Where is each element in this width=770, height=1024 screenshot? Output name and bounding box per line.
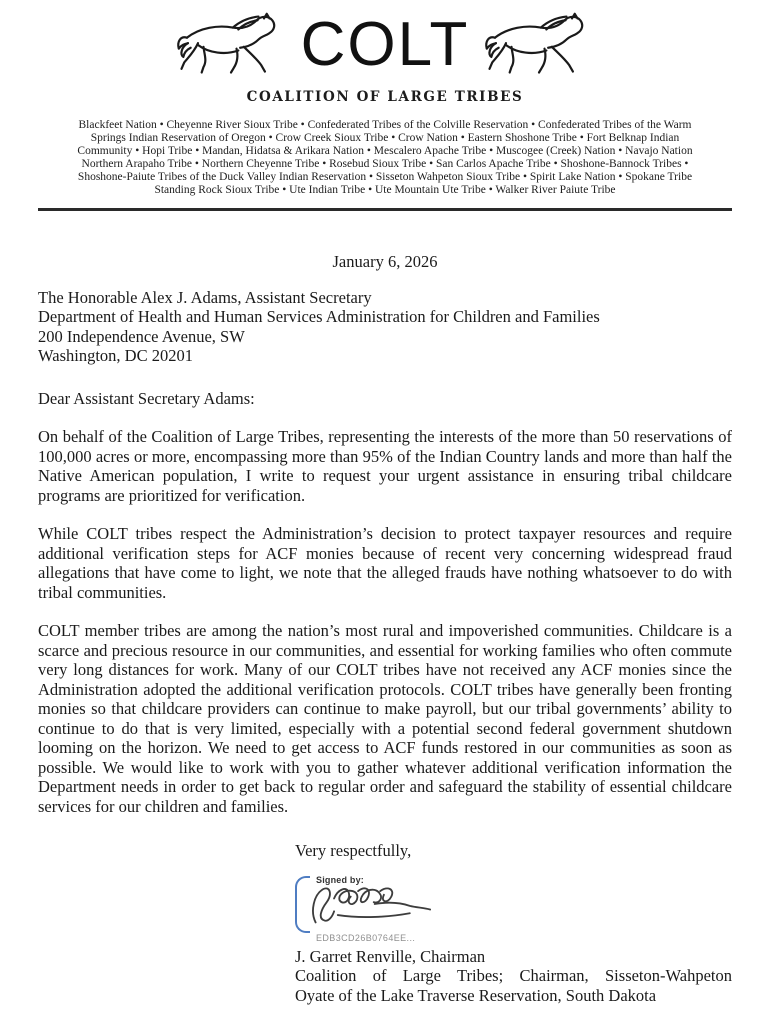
member-tribes-line: Northern Arapaho Tribe • Northern Cheyenne Tribe • Rosebud Sioux Tribe • San Carlos Apache Tribe • Shoshone-Bannock Tribes • [81, 158, 689, 170]
member-tribes-line: Standing Rock Sioux Tribe • Ute Indian Tribe • Ute Mountain Ute Tribe • Walker River Paiute Tribe [154, 184, 616, 196]
closing-block [295, 841, 732, 1005]
org-name: COALITION OF LARGE TRIBES [246, 89, 524, 105]
recipient-address [38, 288, 732, 366]
member-tribes-line: Community • Hopi Tribe • Mandan, Hidatsa & Arikara Nation • Mescalero Apache Tribe • Muscogee (Creek) Nation • Navajo Nation [77, 145, 693, 157]
member-tribes-line: Shoshone-Paiute Tribes of the Duck Valley Indian Reservation • Sisseton Wahpeton Sioux Tribe • Spirit Lake Nation • Spokane Tribe [77, 171, 693, 183]
org-acronym: COLT [300, 10, 470, 79]
horse-logo-left-icon [175, 12, 287, 78]
member-tribes-list [40, 119, 730, 197]
recipient-line: Department of Health and Human Services Administration for Children and Families [38, 307, 600, 326]
letter-body [38, 252, 732, 1005]
member-tribes-line: Springs Indian Reservation of Oregon • Crow Creek Sioux Tribe • Crow Nation • Eastern Shoshone Tribe • Fort Belknap Indian [90, 132, 680, 144]
recipient-line: The Honorable Alex J. Adams, Assistant Secretary [38, 287, 372, 307]
signed-by-label: Signed by: [316, 874, 365, 885]
letter-date: January 6, 2026 [332, 252, 438, 271]
body-paragraph-2: While COLT tribes respect the Administration’s decision to protect taxpayer resources and require additional verification steps for ACF monies because of recent very concerning widespread fraud allegations that have come to light, we note that the alleged frauds have nothing whatsoever to do with tribal communities. [38, 524, 732, 602]
recipient-line: 200 Independence Avenue, SW [38, 326, 245, 346]
signer-title-line: Coalition of Large Tribes; Chairman, Sisseton-Wahpeton [295, 966, 732, 985]
closing-phrase: Very respectfully, [295, 841, 412, 860]
signer-title-line: Oyate of the Lake Traverse Reservation, South Dakota [295, 985, 657, 1005]
logo-row [0, 10, 770, 80]
letterhead-divider [38, 208, 732, 211]
letterhead [0, 0, 770, 211]
salutation: Dear Assistant Secretary Adams: [38, 388, 255, 408]
body-paragraph-3: COLT member tribes are among the nation’s most rural and impoverished communities. Childcare is a scarce and precious resource in our communities, and essential for working families who often commute very long distances for work. Many of our COLT tribes have not received any ACF monies since the Administration adopted the additional verification protocols. COLT tribes have generally been fronting monies so that childcare providers can continue to make payroll, but our tribal governments’ ability to continue to do that is very limited, especially with a potential second federal government shutdown looming on the horizon. We need to get access to ACF funds restored in our communities as soon as possible. We would like to work with you to gather whatever additional verification information the Department needs in order to get back to regular order and safeguard the stability of essential childcare services for our children and families. [38, 621, 732, 816]
member-tribes-line: Blackfeet Nation • Cheyenne River Sioux Tribe • Confederated Tribes of the Colville Reservation • Confederated Tribes of the Warm [78, 119, 692, 131]
docusign-signature [295, 868, 555, 942]
signer-block [295, 947, 732, 1006]
horse-logo-right-icon [483, 12, 595, 78]
recipient-line: Washington, DC 20201 [38, 346, 193, 365]
signature-scribble-icon [305, 880, 437, 928]
signer-name-line: J. Garret Renville, Chairman [295, 946, 486, 966]
body-paragraph-1: On behalf of the Coalition of Large Tribes, representing the interests of the more than 50 reservations of 100,000 acres or more, encompassing more than 95% of the Indian Country lands and more than half the Native American population, I write to request your urgent assistance in ensuring tribal childcare programs are prioritized for verification. [38, 427, 732, 505]
signature-id: EDB3CD26B0764EE... [316, 932, 416, 943]
